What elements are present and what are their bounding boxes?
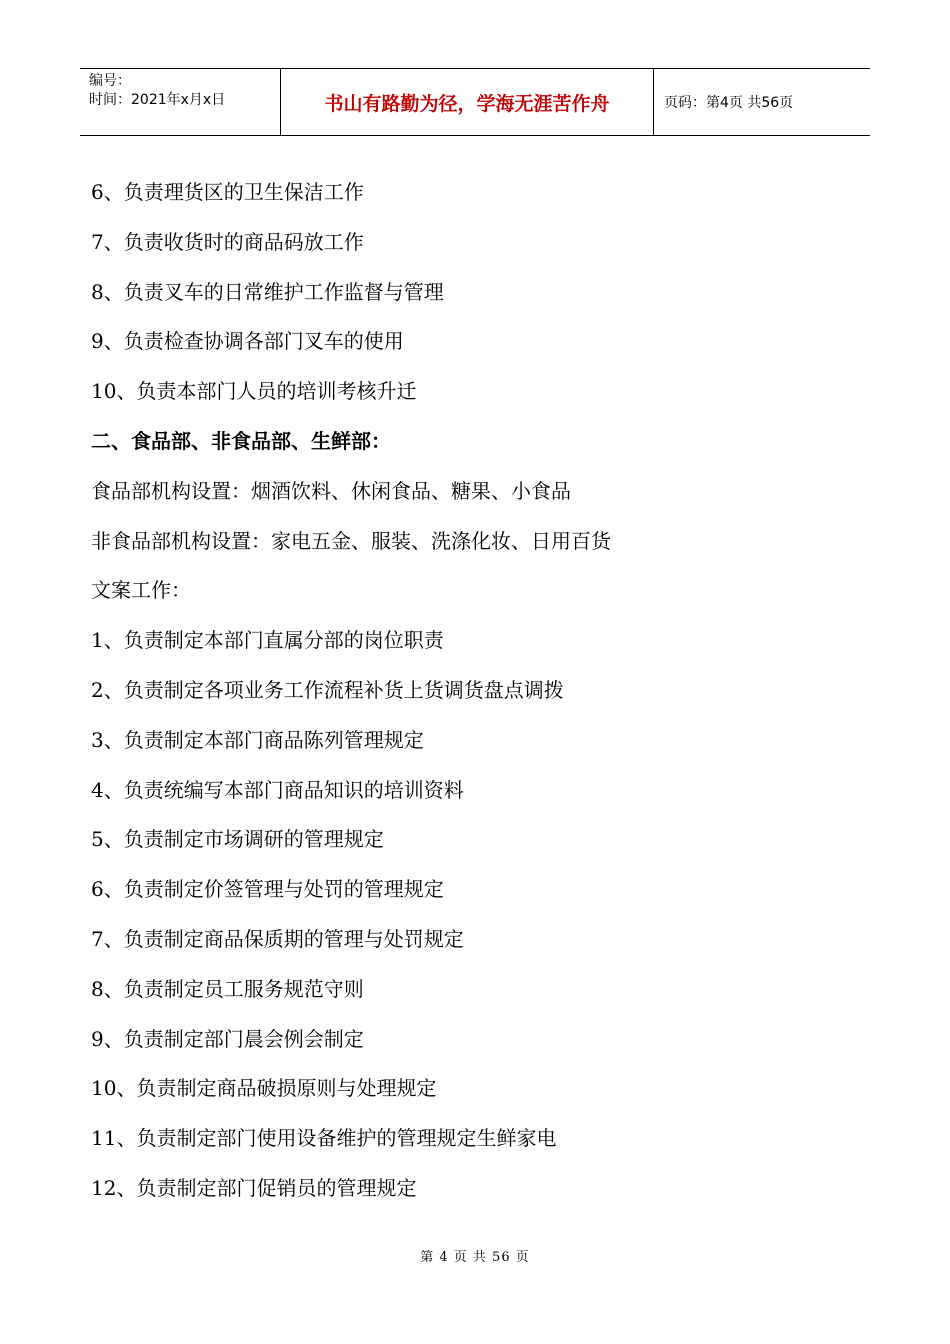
document-date: 时间：2021年x月x日 [89, 92, 226, 108]
page-header [80, 68, 870, 136]
header-page-info: 页码：第4页 共56页 [664, 95, 794, 111]
body-line: 6、负责理货区的卫生保洁工作 [91, 180, 364, 204]
document-number-label: 编号： [89, 73, 131, 89]
body-line: 文案工作： [91, 578, 191, 603]
body-line: 7、负责制定商品保质期的管理与处罚规定 [91, 926, 464, 951]
body-line: 9、负责检查协调各部门叉车的使用 [91, 329, 404, 354]
body-line: 11、负责制定部门使用设备维护的管理规定生鲜家电 [91, 1126, 557, 1151]
body-line: 5、负责制定市场调研的管理规定 [91, 827, 384, 852]
body-line: 9、负责制定部门晨会例会制定 [91, 1026, 364, 1051]
header-motto: 书山有路勤为径，学海无涯苦作舟 [281, 69, 654, 135]
body-line: 1、负责制定本部门直属分部的岗位职责 [91, 628, 444, 653]
body-line: 8、负责制定员工服务规范守则 [91, 976, 364, 1001]
body-line: 2、负责制定各项业务工作流程补货上货调货盘点调拨 [91, 677, 564, 702]
body-line: 10、负责本部门人员的培训考核升迁 [91, 379, 417, 404]
body-line: 食品部机构设置：烟酒饮料、休闲食品、糖果、小食品 [91, 478, 571, 503]
body-line: 4、负责统编写本部门商品知识的培训资料 [91, 777, 464, 802]
body-line: 7、负责收货时的商品码放工作 [91, 229, 364, 254]
body-line: 非食品部机构设置：家电五金、服装、洗涤化妆、日用百货 [91, 528, 611, 553]
header-meta [80, 69, 281, 135]
document-body [91, 168, 871, 1214]
body-line: 12、负责制定部门促销员的管理规定 [91, 1175, 417, 1200]
body-line: 6、负责制定价签管理与处罚的管理规定 [91, 877, 444, 902]
page-footer: 第 4 页 共 56 页 [420, 1250, 530, 1265]
section-heading: 二、食品部、非食品部、生鲜部： [91, 428, 391, 453]
body-line: 3、负责制定本部门商品陈列管理规定 [91, 727, 424, 752]
body-line: 10、负责制定商品破损原则与处理规定 [91, 1076, 437, 1101]
body-line: 8、负责叉车的日常维护工作监督与管理 [91, 279, 444, 304]
